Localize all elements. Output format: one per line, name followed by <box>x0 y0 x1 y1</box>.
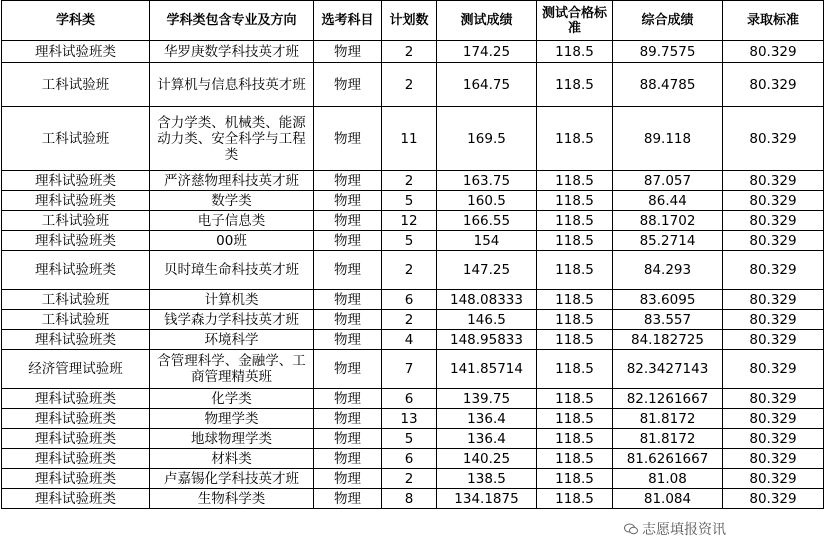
table-cell: 80.329 <box>723 63 824 107</box>
table-cell: 工科试验班 <box>2 63 150 107</box>
table-cell: 华罗庚数学科技英才班 <box>150 41 314 63</box>
table-cell: 理科试验班类 <box>2 191 150 211</box>
table-cell: 134.1875 <box>437 489 537 509</box>
table-row <box>2 469 824 489</box>
table-cell: 80.329 <box>723 231 824 251</box>
table-cell: 80.329 <box>723 171 824 191</box>
table-cell: 80.329 <box>723 251 824 290</box>
column-header: 测试成绩 <box>437 1 537 41</box>
table-cell: 80.329 <box>723 350 824 389</box>
table-cell: 含管理科学、金融学、工商管理精英班 <box>150 350 314 389</box>
table-cell: 83.6095 <box>613 290 723 310</box>
table-cell: 81.6261667 <box>613 449 723 469</box>
table-cell: 5 <box>382 429 437 449</box>
table-cell: 2 <box>382 63 437 107</box>
table-row <box>2 191 824 211</box>
watermark <box>624 519 726 539</box>
table-cell: 化学类 <box>150 389 314 409</box>
table-cell: 严济慈物理科技英才班 <box>150 171 314 191</box>
table-cell: 118.5 <box>537 211 613 231</box>
table-cell: 118.5 <box>537 449 613 469</box>
table-cell: 88.1702 <box>613 211 723 231</box>
table-cell: 数学类 <box>150 191 314 211</box>
table-cell: 生物科学类 <box>150 489 314 509</box>
table-cell: 物理 <box>314 63 382 107</box>
table-cell: 86.44 <box>613 191 723 211</box>
table-cell: 物理学类 <box>150 409 314 429</box>
table-cell: 80.329 <box>723 211 824 231</box>
table-cell: 80.329 <box>723 41 824 63</box>
table-cell: 计算机与信息科技英才班 <box>150 63 314 107</box>
table-cell: 154 <box>437 231 537 251</box>
table-cell: 118.5 <box>537 191 613 211</box>
table-body <box>2 41 824 509</box>
table-cell: 2 <box>382 171 437 191</box>
table-cell: 钱学森力学科技英才班 <box>150 310 314 330</box>
table-cell: 2 <box>382 310 437 330</box>
table-cell: 理科试验班类 <box>2 429 150 449</box>
table-cell: 118.5 <box>537 107 613 171</box>
table-row <box>2 107 824 171</box>
table-cell: 物理 <box>314 389 382 409</box>
table-cell: 材料类 <box>150 449 314 469</box>
table-cell: 理科试验班类 <box>2 469 150 489</box>
table-cell: 工科试验班 <box>2 310 150 330</box>
table-cell: 80.329 <box>723 409 824 429</box>
table-cell: 物理 <box>314 251 382 290</box>
table-row <box>2 251 824 290</box>
column-header: 综合成绩 <box>613 1 723 41</box>
table-row <box>2 489 824 509</box>
table-cell: 80.329 <box>723 290 824 310</box>
table-cell: 80.329 <box>723 310 824 330</box>
table-row <box>2 350 824 389</box>
table-cell: 理科试验班类 <box>2 389 150 409</box>
table-cell: 118.5 <box>537 409 613 429</box>
table-row <box>2 171 824 191</box>
table-cell: 118.5 <box>537 251 613 290</box>
table-cell: 140.25 <box>437 449 537 469</box>
table-cell: 6 <box>382 449 437 469</box>
table-cell: 118.5 <box>537 489 613 509</box>
column-header: 学科类 <box>2 1 150 41</box>
table-cell: 理科试验班类 <box>2 489 150 509</box>
table-cell: 118.5 <box>537 429 613 449</box>
table-cell: 经济管理试验班 <box>2 350 150 389</box>
table-cell: 物理 <box>314 171 382 191</box>
table-cell: 计算机类 <box>150 290 314 310</box>
table-cell: 2 <box>382 251 437 290</box>
column-header: 计划数 <box>382 1 437 41</box>
table-row <box>2 41 824 63</box>
table-cell: 166.55 <box>437 211 537 231</box>
table-row <box>2 231 824 251</box>
table-cell: 5 <box>382 191 437 211</box>
column-header: 录取标准 <box>723 1 824 41</box>
table-row <box>2 429 824 449</box>
table-cell: 83.557 <box>613 310 723 330</box>
table-cell: 80.329 <box>723 449 824 469</box>
table-row <box>2 409 824 429</box>
table-cell: 118.5 <box>537 310 613 330</box>
table-cell: 146.5 <box>437 310 537 330</box>
table-cell: 80.329 <box>723 429 824 449</box>
table-cell: 82.3427143 <box>613 350 723 389</box>
header-row <box>2 1 824 41</box>
table-row <box>2 290 824 310</box>
table-cell: 物理 <box>314 409 382 429</box>
table-cell: 136.4 <box>437 409 537 429</box>
admission-table <box>1 0 824 509</box>
column-header: 选考科目 <box>314 1 382 41</box>
table-cell: 164.75 <box>437 63 537 107</box>
column-header: 测试合格标准 <box>537 1 613 41</box>
table-cell: 85.2714 <box>613 231 723 251</box>
table-cell: 118.5 <box>537 63 613 107</box>
table-cell: 工科试验班 <box>2 107 150 171</box>
table-cell: 物理 <box>314 41 382 63</box>
table-cell: 理科试验班类 <box>2 449 150 469</box>
table-cell: 物理 <box>314 449 382 469</box>
table-cell: 118.5 <box>537 330 613 350</box>
table-cell: 物理 <box>314 290 382 310</box>
table-cell: 138.5 <box>437 469 537 489</box>
table-cell: 118.5 <box>537 231 613 251</box>
table-cell: 89.7575 <box>613 41 723 63</box>
table-cell: 118.5 <box>537 389 613 409</box>
table-cell: 环境科学 <box>150 330 314 350</box>
table-cell: 80.329 <box>723 489 824 509</box>
table-cell: 理科试验班类 <box>2 171 150 191</box>
table-cell: 148.08333 <box>437 290 537 310</box>
table-cell: 工科试验班 <box>2 290 150 310</box>
table-row <box>2 449 824 469</box>
table-cell: 80.329 <box>723 107 824 171</box>
table-cell: 物理 <box>314 231 382 251</box>
table-cell: 89.118 <box>613 107 723 171</box>
table-cell: 8 <box>382 489 437 509</box>
table-cell: 148.95833 <box>437 330 537 350</box>
column-header: 学科类包含专业及方向 <box>150 1 314 41</box>
table-cell: 物理 <box>314 429 382 449</box>
table-cell: 6 <box>382 389 437 409</box>
table-cell: 136.4 <box>437 429 537 449</box>
table-row <box>2 330 824 350</box>
table-cell: 7 <box>382 350 437 389</box>
table-cell: 141.85714 <box>437 350 537 389</box>
table-cell: 84.182725 <box>613 330 723 350</box>
table-cell: 理科试验班类 <box>2 41 150 63</box>
table-cell: 理科试验班类 <box>2 251 150 290</box>
table-cell: 163.75 <box>437 171 537 191</box>
table-cell: 电子信息类 <box>150 211 314 231</box>
table-cell: 169.5 <box>437 107 537 171</box>
table-cell: 81.8172 <box>613 409 723 429</box>
table-cell: 物理 <box>314 489 382 509</box>
table-cell: 174.25 <box>437 41 537 63</box>
wechat-icon <box>624 523 638 535</box>
table-cell: 4 <box>382 330 437 350</box>
table-cell: 80.329 <box>723 330 824 350</box>
table-cell: 80.329 <box>723 191 824 211</box>
table-cell: 物理 <box>314 350 382 389</box>
table-cell: 82.1261667 <box>613 389 723 409</box>
table-cell: 卢嘉锡化学科技英才班 <box>150 469 314 489</box>
table-cell: 工科试验班 <box>2 211 150 231</box>
table-cell: 物理 <box>314 211 382 231</box>
table-cell: 160.5 <box>437 191 537 211</box>
table-cell: 物理 <box>314 330 382 350</box>
table-cell: 84.293 <box>613 251 723 290</box>
table-cell: 物理 <box>314 107 382 171</box>
table-cell: 贝时璋生命科技英才班 <box>150 251 314 290</box>
table-cell: 118.5 <box>537 171 613 191</box>
table-cell: 含力学类、机械类、能源动力类、安全科学与工程类 <box>150 107 314 171</box>
table-cell: 118.5 <box>537 469 613 489</box>
table-cell: 理科试验班类 <box>2 330 150 350</box>
table-cell: 2 <box>382 469 437 489</box>
table-cell: 118.5 <box>537 41 613 63</box>
table-cell: 81.8172 <box>613 429 723 449</box>
table-cell: 81.084 <box>613 489 723 509</box>
table-row <box>2 389 824 409</box>
table-cell: 物理 <box>314 191 382 211</box>
table-cell: 80.329 <box>723 389 824 409</box>
table-cell: 11 <box>382 107 437 171</box>
table-cell: 88.4785 <box>613 63 723 107</box>
table-cell: 118.5 <box>537 290 613 310</box>
table-row <box>2 310 824 330</box>
table-cell: 13 <box>382 409 437 429</box>
table-cell: 2 <box>382 41 437 63</box>
table-cell: 地球物理学类 <box>150 429 314 449</box>
table-cell: 00班 <box>150 231 314 251</box>
table-row <box>2 211 824 231</box>
table-cell: 物理 <box>314 310 382 330</box>
table-cell: 5 <box>382 231 437 251</box>
table-cell: 118.5 <box>537 350 613 389</box>
table-cell: 80.329 <box>723 469 824 489</box>
table-cell: 物理 <box>314 469 382 489</box>
table-cell: 理科试验班类 <box>2 231 150 251</box>
table-cell: 理科试验班类 <box>2 409 150 429</box>
table-cell: 139.75 <box>437 389 537 409</box>
watermark-text: 志愿填报资讯 <box>642 522 726 538</box>
table-cell: 6 <box>382 290 437 310</box>
table-row <box>2 63 824 107</box>
table-cell: 87.057 <box>613 171 723 191</box>
table-cell: 81.08 <box>613 469 723 489</box>
table-cell: 147.25 <box>437 251 537 290</box>
table-cell: 12 <box>382 211 437 231</box>
